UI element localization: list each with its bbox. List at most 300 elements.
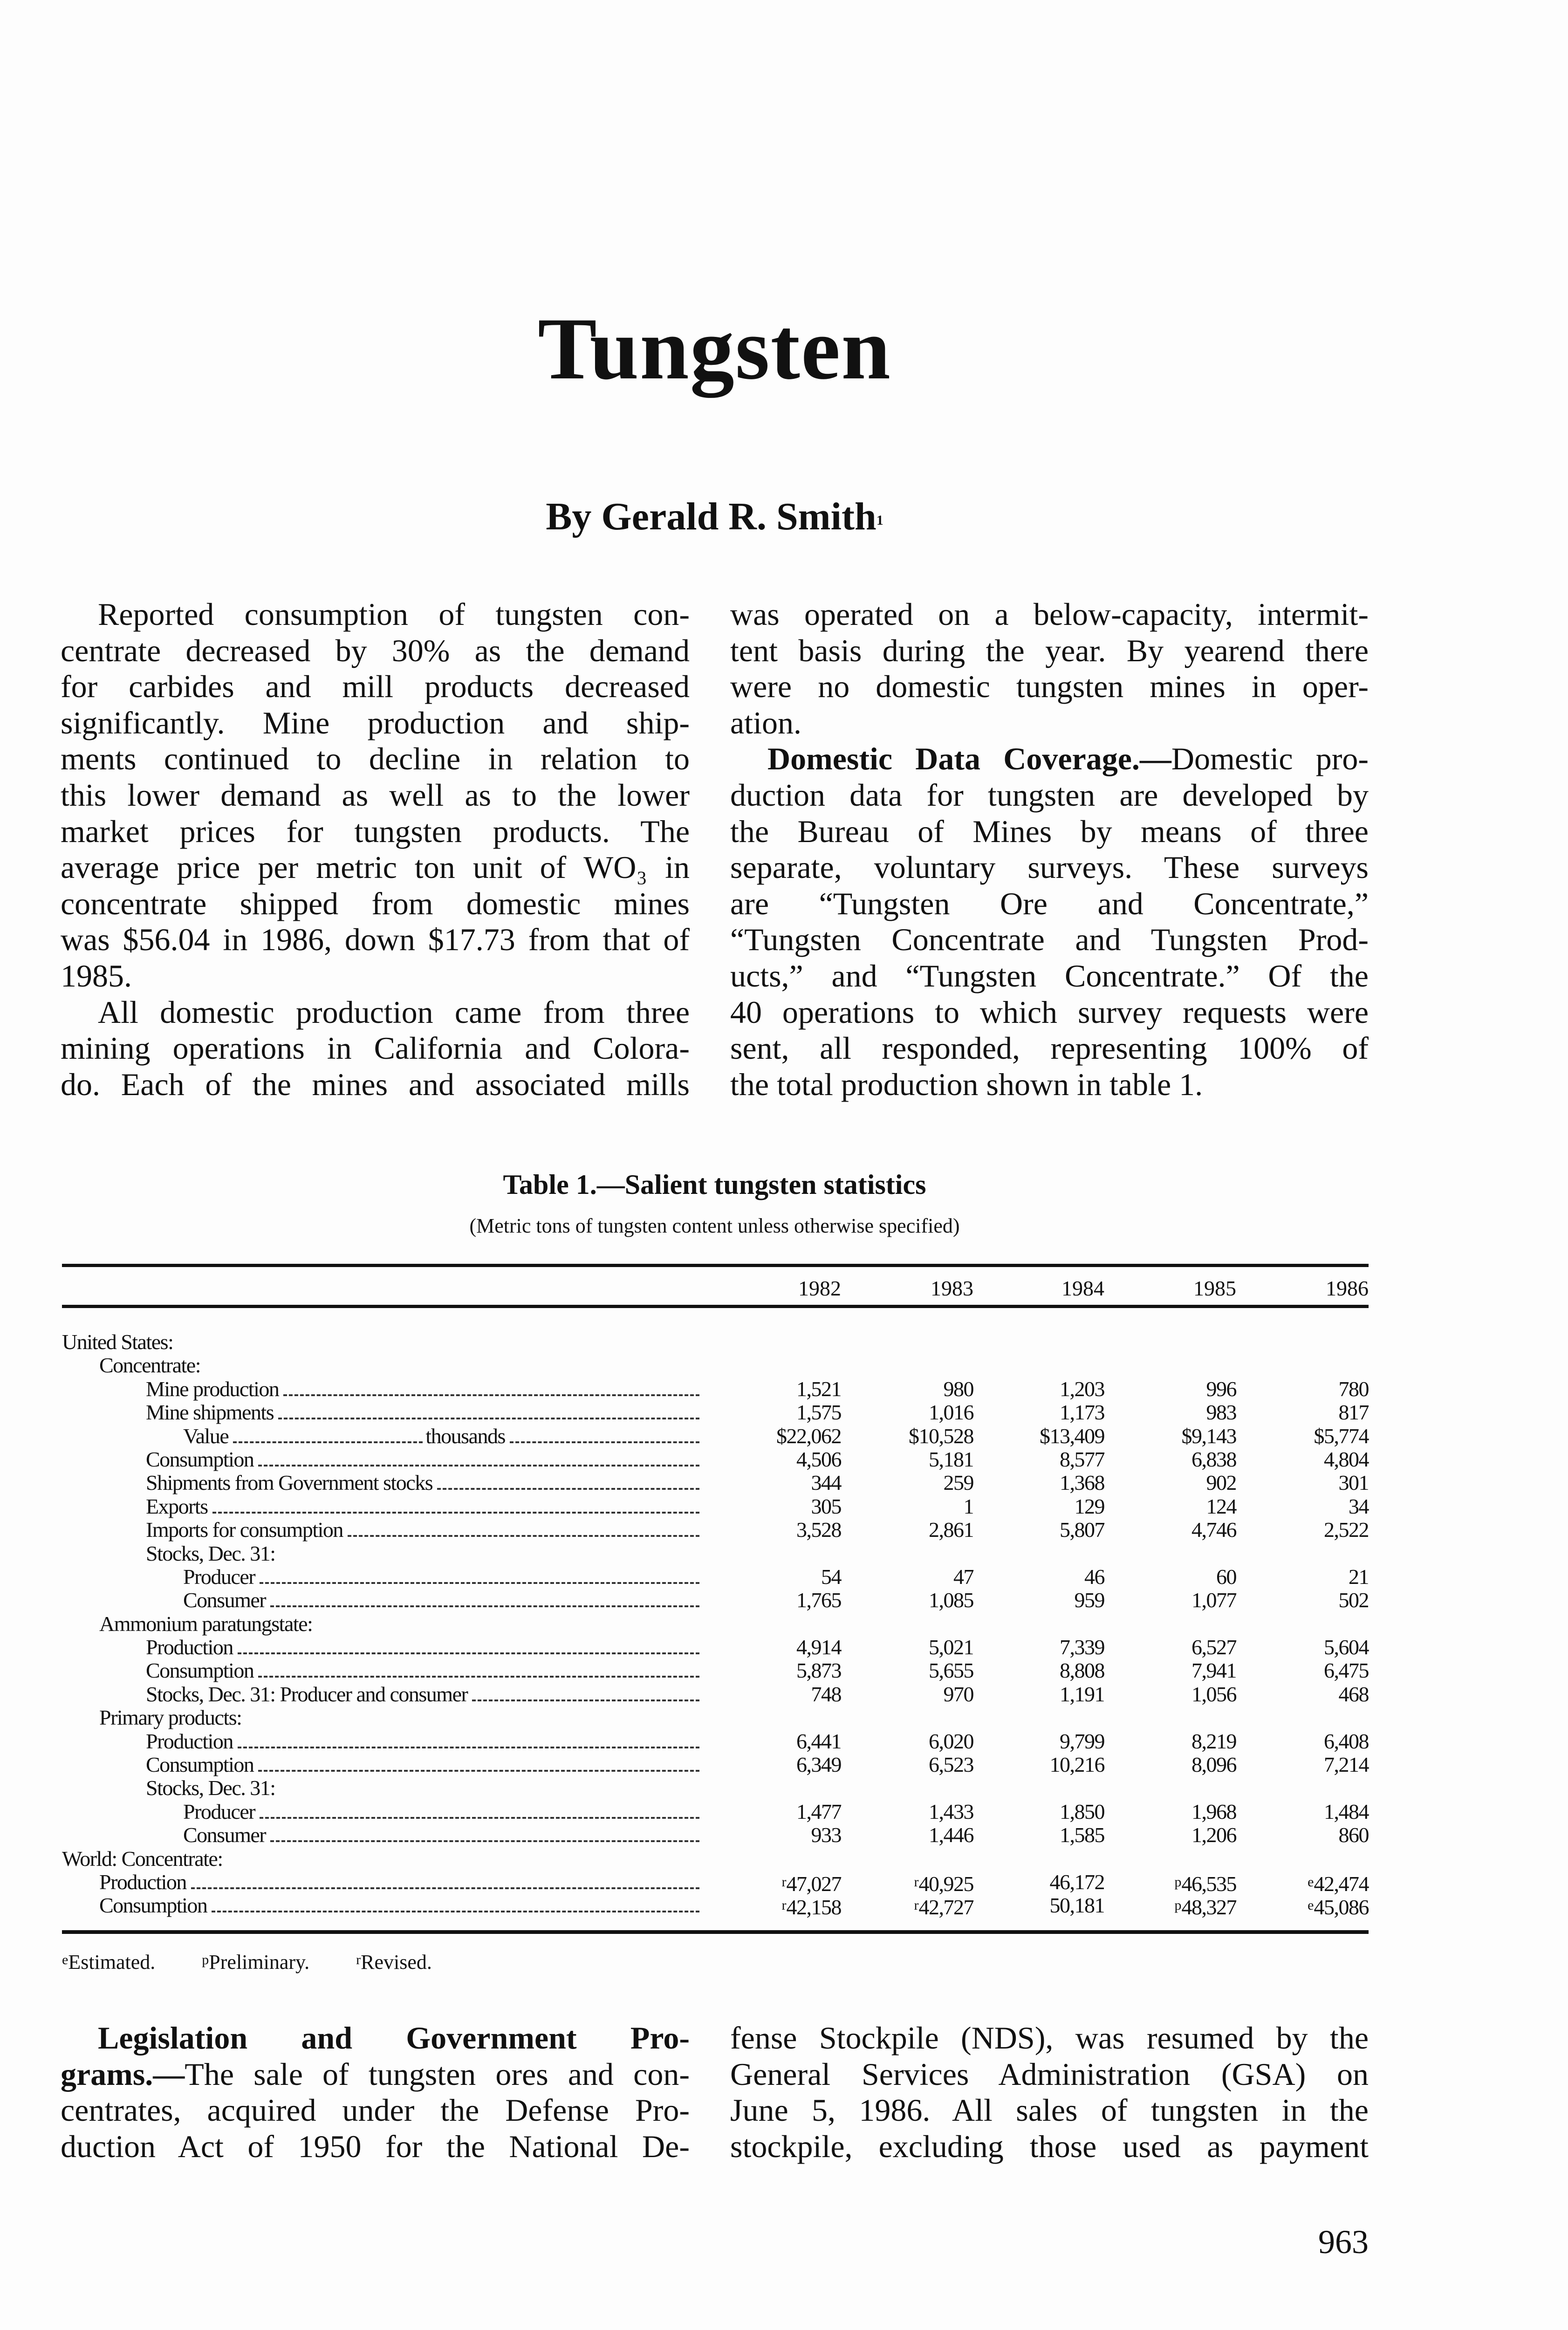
cell-value: 860 [1338,1823,1369,1847]
table-cell [983,1800,1104,1823]
cell-value: 42,727 [918,1895,973,1919]
cell-value: 45,086 [1314,1895,1369,1919]
table-cell [983,1753,1104,1776]
cell-value: 50,181 [1049,1893,1104,1918]
cell-value: 1,173 [1060,1400,1104,1425]
cell-value: 7,941 [1191,1658,1236,1683]
footnote [356,1951,455,1974]
line-text: the Bureau of Mines by means of three [730,813,1369,849]
cell-value: 817 [1338,1400,1369,1425]
row-label-text: United States: [62,1330,173,1354]
table-cell [852,1683,973,1706]
cell-value: 502 [1338,1588,1369,1612]
dot-leader [278,1418,699,1419]
cell-value: 5,873 [796,1658,841,1683]
legislation-left-column [61,2020,690,2165]
table-bottom-rule [62,1930,1369,1934]
line-text: All domestic production came from three [98,994,690,1030]
footnote-mark: p [1174,1898,1182,1913]
cell-value: 46,535 [1181,1871,1236,1896]
table-row [62,1706,1369,1729]
text-line [61,1067,690,1103]
table-cell [1115,1800,1236,1823]
line-text: duction data for tungsten are developed by [730,777,1369,813]
table-row [62,1518,1369,1542]
table-cell [852,1448,973,1471]
table-cell [1115,1565,1236,1589]
dot-leader [233,1441,423,1443]
row-label [146,1730,702,1754]
cell-value: 4,804 [1324,1447,1369,1471]
dot-leader [270,1840,699,1842]
footnote-mark: r [781,1898,787,1913]
row-label [99,1706,702,1729]
dot-leader [238,1652,699,1654]
table-cell [720,1471,841,1494]
line-text: 40 operations to which survey requests were [730,994,1369,1030]
table-cell [1247,1495,1369,1518]
text-line [61,958,690,994]
line-text: duction Act of 1950 for the National De- [61,2128,690,2164]
cell-value: 40,925 [918,1871,973,1896]
line-text: was $56.04 in 1986, down $17.73 from that of [61,922,690,958]
line-text: were no domestic tungsten mines in oper- [730,669,1369,705]
cell-value: 1,585 [1060,1823,1104,1847]
column-header-year: 1984 [1061,1276,1104,1300]
table-cell [720,1823,841,1847]
table-cell [983,1683,1104,1706]
cell-value: 1,191 [1060,1682,1104,1706]
table-cell [983,1589,1104,1612]
row-label [183,1425,702,1449]
row-label [146,1377,702,1402]
table-subtitle: (Metric tons of tungsten content unless otherwise specified) [469,1214,960,1237]
table-cell [1115,1753,1236,1776]
table-cell [1115,1636,1236,1659]
cell-value: 2,522 [1324,1518,1369,1542]
cell-value: 8,219 [1191,1729,1236,1753]
table-row [62,1730,1369,1753]
text-line [730,958,1369,994]
cell-value: 305 [811,1494,841,1518]
table-cell [1115,1683,1236,1706]
cell-value: 1,433 [929,1799,973,1823]
text-line [730,922,1369,958]
table-cell [1247,1401,1369,1424]
footnote-mark: r [914,1874,919,1890]
text-line [730,705,1369,741]
table-cell [983,1425,1104,1448]
dot-leader [191,1887,699,1889]
cell-value: 933 [811,1823,841,1847]
table-row [62,1612,1369,1636]
table-row [62,1425,1369,1448]
table-cell [1115,1518,1236,1542]
table-cell [1115,1871,1236,1896]
table-cell [983,1471,1104,1494]
text-line [61,994,690,1031]
table-cell [983,1448,1104,1471]
row-label-text: Production [99,1870,186,1894]
bold-run-in-heading: grams.— [61,2056,185,2092]
table-row [62,1377,1369,1401]
table-cell [1247,1730,1369,1753]
row-label [146,1659,702,1683]
table-cell [720,1800,841,1823]
table-row [62,1847,1369,1871]
cell-value: 10,216 [1049,1753,1104,1777]
footnote-mark: p [202,1952,209,1967]
cell-value: 1,368 [1060,1471,1104,1495]
line-text: ucts,” and “Tungsten Concentrate.” Of the [730,958,1369,994]
line-text: June 5, 1986. All sales of tungsten in the [730,2092,1369,2128]
table-cell [983,1377,1104,1401]
cell-value: 8,808 [1060,1658,1104,1683]
cell-value: 42,474 [1314,1871,1369,1896]
cell-value: 344 [811,1471,841,1495]
table-cell [852,1377,973,1401]
footnote [202,1951,333,1974]
table-row [62,1776,1369,1800]
text-line [730,886,1369,922]
line-text: the total production shown in table 1. [730,1066,1203,1102]
row-label [146,1518,702,1542]
table-cell [720,1871,841,1896]
cell-value: 4,914 [796,1635,841,1659]
cell-value: 259 [943,1471,973,1495]
table-cell [852,1518,973,1542]
footnote-mark: p [1174,1874,1182,1890]
table-row [62,1894,1369,1917]
table-row [62,1542,1369,1565]
row-label [146,1753,702,1777]
table-cell [1247,1894,1369,1919]
row-label-text: Exports [146,1494,208,1518]
table-cell [1115,1471,1236,1494]
row-label-text: Imports for consumption [146,1518,343,1542]
line-text: centrate decreased by 30% as the demand [61,632,690,668]
cell-value: 1,521 [796,1377,841,1401]
table-cell [852,1636,973,1659]
text-line [61,922,690,958]
page-number: 963 [1318,2223,1369,2261]
intro-right-column [730,596,1369,1103]
text-line [61,596,690,633]
table-cell [720,1683,841,1706]
row-label-text: Value [183,1424,229,1448]
text-line [61,669,690,705]
table-cell [1247,1871,1369,1896]
row-label [146,1776,702,1800]
table-row [62,1683,1369,1706]
column-header-year: 1982 [798,1276,841,1300]
cell-value: 47 [953,1564,973,1589]
cell-value: 902 [1206,1471,1236,1495]
text-line [730,596,1369,633]
cell-value: 8,096 [1191,1753,1236,1777]
row-label-text: Mine production [146,1377,279,1401]
row-label [183,1823,702,1848]
cell-value: 124 [1206,1494,1236,1518]
line-text: for carbides and mill products decreased [61,669,690,705]
line-text: The sale of tungsten ores and con- [185,2056,690,2092]
text-line [61,886,690,922]
row-label [183,1589,702,1613]
column-header-year: 1986 [1326,1276,1369,1300]
cell-value: 8,577 [1060,1447,1104,1471]
table-row [62,1800,1369,1823]
table-cell [983,1495,1104,1518]
row-label [183,1565,702,1590]
row-label-text: Consumption [146,1447,254,1471]
table-cell [1115,1730,1236,1753]
table-cell [1247,1683,1369,1706]
cell-value: 129 [1074,1494,1104,1518]
cell-value: 780 [1338,1377,1369,1401]
table-cell [983,1401,1104,1424]
table-cell [983,1565,1104,1589]
table-cell [1115,1377,1236,1401]
table-row [62,1636,1369,1659]
cell-value: 42,158 [786,1895,841,1919]
table-cell [720,1495,841,1518]
cell-value: 468 [1338,1682,1369,1706]
text-line [61,777,690,814]
table-row [62,1401,1369,1424]
line-text: do. Each of the mines and associated mills [61,1066,690,1102]
row-label-text: Concentrate: [99,1353,201,1377]
cell-value: 5,181 [929,1447,973,1471]
table-cell [1247,1471,1369,1494]
text-line [730,1030,1369,1067]
row-label-text: Consumer [183,1588,266,1612]
table-row [62,1589,1369,1612]
footnote-mark: e [1308,1898,1314,1913]
dot-leader [348,1535,699,1537]
dot-leader [472,1700,699,1701]
dot-leader [260,1582,699,1584]
table-header-rule [62,1305,1369,1308]
row-label-text: Consumption [146,1753,254,1777]
footnote-mark: e [1308,1874,1314,1890]
bold-run-in-heading: Legislation and Government Pro- [98,2020,690,2056]
row-label-text: Producer [183,1564,255,1589]
cell-value: 7,214 [1324,1753,1369,1777]
table-row [62,1330,1369,1354]
text-line [61,850,690,886]
cell-value: 1,077 [1191,1588,1236,1612]
cell-value: 34 [1349,1494,1369,1518]
cell-value: 6,523 [929,1753,973,1777]
text-line [730,2056,1369,2093]
text-line [61,741,690,777]
cell-value: 1,575 [796,1400,841,1425]
text-line [61,2056,690,2093]
cell-value: 47,027 [786,1871,841,1896]
row-label-text: Production [146,1729,233,1753]
row-label-text: Mine shipments [146,1400,274,1425]
cell-value: $5,774 [1314,1424,1369,1448]
row-label [99,1612,702,1636]
salient-statistics-table [62,1330,1369,1918]
table-cell [720,1518,841,1542]
table-row [62,1565,1369,1589]
table-cell [720,1377,841,1401]
table-cell [720,1425,841,1448]
table-cell [852,1894,973,1919]
cell-value: $9,143 [1181,1424,1236,1448]
cell-value: 748 [811,1682,841,1706]
table-cell [852,1823,973,1847]
table-row [62,1471,1369,1494]
cell-value: 959 [1074,1588,1104,1612]
footnote-mark: e [62,1952,68,1967]
text-line [730,669,1369,705]
cell-value: 1,203 [1060,1377,1104,1401]
table-cell [983,1823,1104,1847]
line-text: Domestic pro- [1171,741,1369,777]
table-row [62,1753,1369,1776]
cell-value: 1,016 [929,1400,973,1425]
footnote-text: Preliminary. [209,1951,310,1974]
footnote-text: Estimated. [68,1951,156,1974]
line-text: 1985. [61,958,132,994]
line-text: stockpile, excluding those used as payment [730,2128,1369,2164]
cell-value: 6,349 [796,1753,841,1777]
cell-value: 6,475 [1324,1658,1369,1683]
cell-value: 4,506 [796,1447,841,1471]
text-line [730,814,1369,850]
text-line [61,2092,690,2129]
cell-value: 1,968 [1191,1799,1236,1823]
line-text: this lower demand as well as to the lower [61,777,690,813]
cell-value: 1,765 [796,1588,841,1612]
row-label [183,1800,702,1824]
table-cell [852,1589,973,1612]
cell-value: 996 [1206,1377,1236,1401]
table-cell [720,1636,841,1659]
cell-value: $13,409 [1040,1424,1104,1448]
footnote-mark: r [356,1952,361,1967]
line-text: market prices for tungsten products. The [61,813,690,849]
table-row [62,1823,1369,1847]
row-label-text: Shipments from Government stocks [146,1471,433,1495]
line-text: “Tungsten Concentrate and Tungsten Prod- [730,922,1369,958]
row-label-text: Stocks, Dec. 31: [146,1776,275,1800]
table-row [62,1495,1369,1518]
row-label [146,1448,702,1472]
table-cell [1247,1753,1369,1776]
text-line [61,2129,690,2165]
cell-value: 970 [943,1682,973,1706]
table-cell [1115,1495,1236,1518]
table-row [62,1448,1369,1471]
text-line [61,1030,690,1067]
dot-leader [258,1676,699,1678]
dot-leader [510,1441,699,1443]
cell-value: 5,021 [929,1635,973,1659]
table-cell [852,1401,973,1424]
table-cell [983,1871,1104,1894]
table-cell [1247,1518,1369,1542]
table-cell [720,1730,841,1753]
footnote-ref: 1 [876,513,883,528]
line-text: fense Stockpile (NDS), was resumed by the [730,2020,1369,2056]
text-line [730,2129,1369,2165]
cell-value: 1,206 [1191,1823,1236,1847]
row-label [146,1401,702,1425]
table-row [62,1871,1369,1894]
cell-value: 21 [1349,1564,1369,1589]
row-label [99,1894,702,1918]
text-line [730,2092,1369,2129]
row-label-text: Primary products: [99,1706,242,1730]
cell-value: 301 [1338,1471,1369,1495]
cell-value: 7,339 [1060,1635,1104,1659]
table-cell [852,1800,973,1823]
text-line [61,705,690,741]
byline [61,494,1369,539]
row-label-text: World: Concentrate: [62,1846,223,1871]
dot-leader [212,1512,699,1514]
column-header-year: 1983 [931,1276,973,1300]
text-line [61,2020,690,2056]
dot-leader [437,1488,699,1490]
footnote-mark: r [781,1874,787,1890]
author: By Gerald R. Smith [546,495,876,538]
dot-leader [258,1465,699,1467]
legislation-right-column [730,2020,1369,2165]
table-cell [983,1894,1104,1917]
row-label [146,1683,702,1707]
cell-value: 1,484 [1324,1799,1369,1823]
dot-leader [283,1394,699,1396]
table-cell [1247,1800,1369,1823]
line-text: tent basis during the year. By yearend there [730,632,1369,668]
dot-leader [212,1911,699,1912]
dot-leader [238,1747,699,1748]
table-cell [1247,1377,1369,1401]
cell-value: 48,327 [1181,1895,1236,1919]
row-label-text: Producer [183,1799,255,1823]
row-label-text: Consumption [99,1893,207,1918]
cell-value: 1,446 [929,1823,973,1847]
text-line [730,2020,1369,2056]
table-cell [983,1659,1104,1682]
table-cell [1115,1448,1236,1471]
table-row [62,1659,1369,1682]
table-cell [852,1565,973,1589]
row-label-text: Consumption [146,1658,254,1683]
cell-value: 3,528 [796,1518,841,1542]
cell-value: 1,477 [796,1799,841,1823]
cell-value: 5,655 [929,1658,973,1683]
cell-value: 6,838 [1191,1447,1236,1471]
table-title: Table 1.—Salient tungsten statistics [503,1169,926,1200]
table-cell [1115,1894,1236,1919]
table-cell [1115,1589,1236,1612]
line-text: was operated on a below-capacity, intermit- [730,596,1369,632]
line-text: ments continued to decline in relation to [61,741,690,777]
cell-value: $22,062 [776,1424,841,1448]
table-cell [852,1495,973,1518]
line-text: concentrate shipped from domestic mines [61,885,690,921]
cell-value: $10,528 [909,1424,973,1448]
table-cell [720,1401,841,1424]
unit-label: thousands [425,1424,505,1448]
table-cell [1247,1636,1369,1659]
table-cell [1247,1425,1369,1448]
